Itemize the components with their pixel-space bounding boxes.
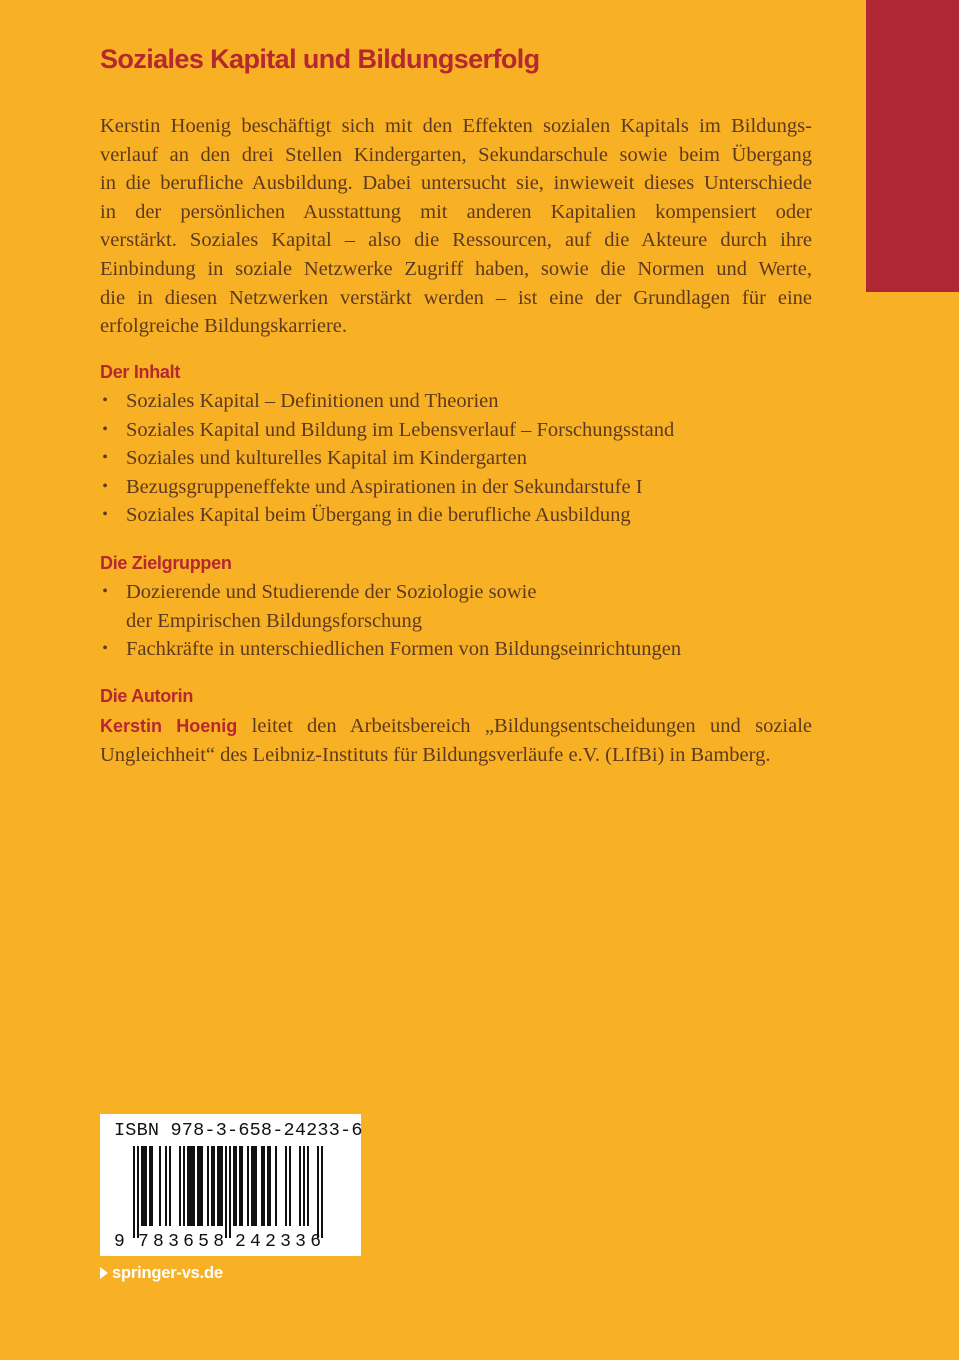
bullet: • [102,583,108,600]
arrow-right-icon [100,1267,108,1279]
author-line [100,712,812,741]
bullet: • [102,506,108,524]
barcode-bar [169,1146,171,1226]
heading-zielgruppen: Die Zielgruppen [100,553,232,573]
barcode-bar [207,1146,209,1226]
list-item [100,387,674,416]
list-item [100,444,674,473]
list-item-text: Soziales Kapital beim Übergang in die berufliche Ausbildung [126,504,631,527]
list-item [100,473,674,502]
barcode-bar [149,1146,151,1226]
barcode-bar [189,1146,191,1226]
barcode-bar [225,1146,227,1238]
publisher-url-text: springer-vs.de [112,1264,223,1282]
list-item [100,416,674,445]
barcode-bars [133,1146,323,1238]
barcode-bar [143,1146,145,1226]
barcode-bar [159,1146,161,1226]
list-item-text: Bezugsgruppeneffekte und Aspirationen in der Sekundarstufe I [126,475,643,498]
barcode-bar [137,1146,139,1238]
barcode-bar [239,1146,241,1226]
barcode-bar [275,1146,277,1226]
barcode-bar [233,1146,235,1226]
publisher-url[interactable] [100,1264,223,1283]
barcode-bar [261,1146,263,1226]
author-line-text: leitet den Arbeitsbereich „Bildungsentscheidungen und soziale [237,715,813,737]
barcode-bar [307,1146,309,1226]
bullet: • [102,477,108,495]
barcode-bar [183,1146,185,1226]
barcode-bar [299,1146,301,1226]
barcode-bar [221,1146,223,1226]
barcode-bar [191,1146,193,1226]
bullet: • [102,449,108,467]
barcode-bar [179,1146,181,1226]
barcode-bar [193,1146,195,1226]
barcode-bar [197,1146,199,1226]
barcode-bar [187,1146,189,1226]
bullet: • [102,392,108,409]
barcode-bar [285,1146,287,1226]
barcode-bar [317,1146,319,1238]
barcode-bar [255,1146,257,1226]
barcode-bar [289,1146,291,1226]
heading-inhalt: Der Inhalt [100,362,181,382]
barcode-bar [267,1146,269,1226]
barcode-bar [263,1146,265,1226]
author-paragraph [100,712,812,769]
barcode-bar [211,1146,213,1226]
barcode-bar [235,1146,237,1226]
barcode-bar [269,1146,271,1226]
barcode-bar [217,1146,219,1226]
list-item-text: der Empirischen Bildungsforschung [126,609,423,632]
list-item-text: Dozierende und Studierende der Soziologie sowie [126,581,537,603]
barcode-bar [201,1146,203,1226]
author-name: Kerstin Hoenig [100,716,238,736]
barcode-graphic [100,1114,361,1256]
barcode-bar [219,1146,221,1226]
barcode-bar [145,1146,147,1226]
intro-line: erfolgreiche Bildungskarriere. [100,315,348,338]
barcode-bar [151,1146,153,1226]
list-item-text: Soziales Kapital und Bildung im Lebensverlauf – Forschungsstand [126,418,675,441]
isbn-barcode [100,1114,361,1256]
barcode-bar [229,1146,231,1238]
barcode-digit-first: 9 [114,1232,125,1252]
barcode-bar [247,1146,249,1226]
bullet: • [102,420,108,438]
corner-color-band [866,0,959,292]
list-item-text: Soziales Kapital – Definitionen und Theorien [126,390,499,412]
barcode-bar [321,1146,323,1238]
barcode-bar [165,1146,167,1226]
list-item [100,578,681,635]
barcode-bar [253,1146,255,1226]
barcode-bar [303,1146,305,1226]
intro-line: in die berufliche Ausbildung. Dabei untersucht sie, inwieweit dieses Unterschiede [100,172,812,195]
intro-line: Kerstin Hoenig beschäftigt sich mit den Effekten sozialen Kapitals im Bildungs- [100,115,812,137]
heading-autorin: Die Autorin [100,686,194,706]
barcode-digits-left: 783658 [138,1232,224,1252]
barcode-bar [133,1146,135,1238]
list-item-text: Soziales und kulturelles Kapital im Kindergarten [126,447,527,470]
barcode-bar [141,1146,143,1226]
bullet: • [102,640,108,658]
barcode-bar [213,1146,215,1226]
isbn-label: ISBN 978-3-658-24233-6 [114,1120,363,1141]
barcode-bar [241,1146,243,1226]
list-item [100,635,681,664]
book-title: Soziales Kapital und Bildungserfolg [100,44,540,74]
intro-line: Einbindung in soziale Netzwerke Zugriff haben, sowie die Normen und Werte, [100,257,812,280]
intro-line: in der persönlichen Ausstattung mit anderen Kapitalien kompensiert oder [100,200,812,223]
barcode-digits-right: 242336 [235,1232,321,1252]
list-item [100,501,674,530]
barcode-bar [199,1146,201,1226]
intro-line: verlauf an den drei Stellen Kindergarten, Sekundarschule sowie beim Übergang [100,143,812,166]
intro-paragraph [100,112,812,341]
list-item-text: Fachkräfte in unterschiedlichen Formen von Bildungseinrichtungen [126,638,682,661]
zielgruppen-list [100,578,681,664]
barcode-bar [251,1146,253,1226]
intro-line: verstärkt. Soziales Kapital – also die Ressourcen, auf die Akteure durch ihre [100,229,812,252]
inhalt-list [100,387,674,530]
intro-line: die in diesen Netzwerken verstärkt werden – ist eine der Grundlagen für eine [100,286,812,309]
author-line: Ungleichheit“ des Leibniz-Instituts für Bildungsverläufe e.V. (LIfBi) in Bamberg. [100,743,771,766]
